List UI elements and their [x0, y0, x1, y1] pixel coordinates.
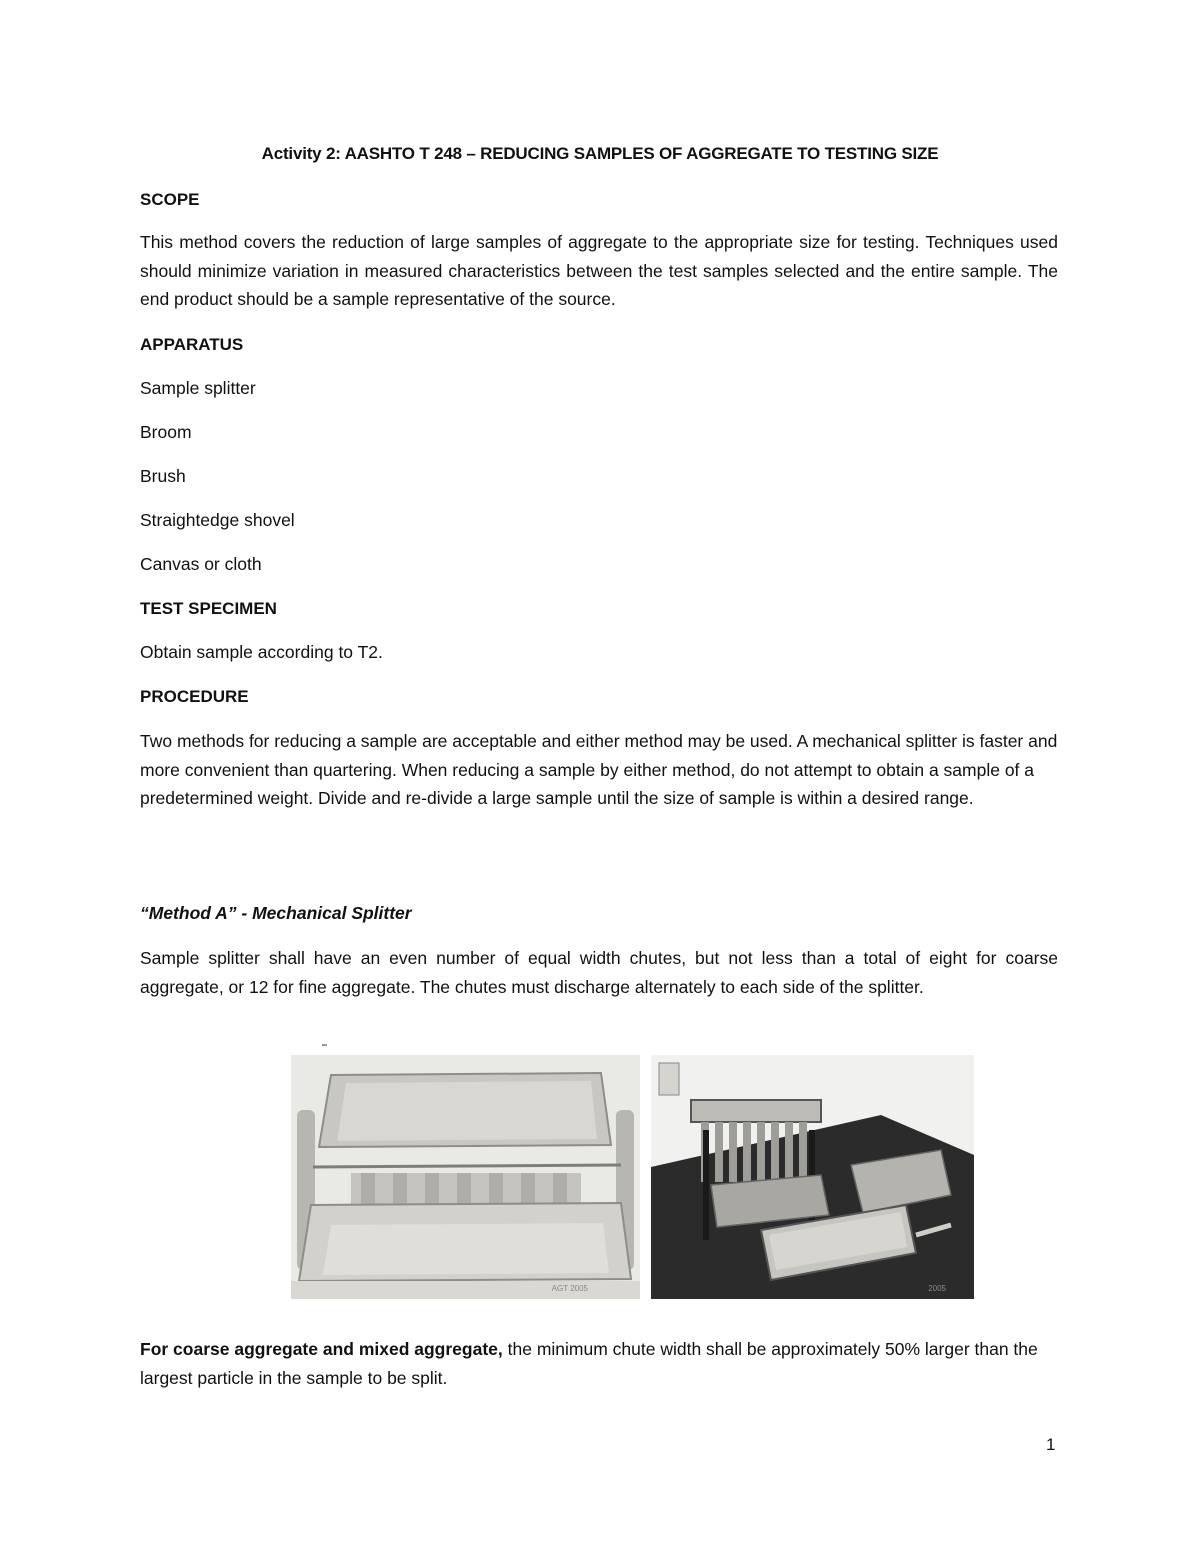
test-specimen-text: Obtain sample according to T2. [140, 642, 383, 662]
splitter-photo-right-drawing [651, 1055, 974, 1299]
apparatus-item: Brush [140, 466, 186, 486]
coarse-aggregate-bold-lead: For coarse aggregate and mixed aggregate, [140, 1339, 503, 1359]
splitter-photo-left [291, 1055, 640, 1299]
splitter-photo-right [651, 1055, 974, 1299]
apparatus-item: Sample splitter [140, 378, 256, 398]
scan-speck [322, 1044, 327, 1046]
method-a-paragraph: Sample splitter shall have an even number of equal width chutes, but not less than a total of eight for coarse aggregate, or 12 for fine aggregate. The chutes must discharge alternately to each side of the splitter. [140, 948, 1058, 997]
test-specimen-heading: TEST SPECIMEN [140, 599, 277, 618]
procedure-heading: PROCEDURE [140, 687, 249, 706]
apparatus-item: Broom [140, 422, 192, 442]
splitter-photo-left-drawing [291, 1055, 640, 1299]
left-photo-mark: AGT 2005 [551, 1284, 588, 1293]
apparatus-heading: APPARATUS [140, 335, 244, 354]
page-number: 1 [1046, 1435, 1056, 1454]
coarse-aggregate-paragraph [140, 1335, 1058, 1392]
coarse-aggregate-rest: the minimum chute width shall be approximately 50% larger than the largest particle in the sample to be split. [140, 1339, 1038, 1388]
scope-paragraph: This method covers the reduction of large samples of aggregate to the appropriate size for testing. Techniques used should minimize variation in measured characteristics between the test samples selected and the entire sample. The end product should be a sample representative of the source. [140, 232, 1058, 309]
right-photo-mark: 2005 [928, 1284, 946, 1293]
procedure-paragraph: Two methods for reducing a sample are acceptable and either method may be used. A mechanical splitter is faster and more convenient than quartering. When reducing a sample by either method, do not attempt to obtain a sample of a predetermined weight. Divide and re-divide a large sample until the size of sample is within a desired range. [140, 731, 1058, 808]
method-a-heading: “Method A” - Mechanical Splitter [140, 903, 412, 923]
apparatus-item: Canvas or cloth [140, 554, 262, 574]
scope-heading: SCOPE [140, 190, 200, 209]
document-title: Activity 2: AASHTO T 248 – REDUCING SAMPLES OF AGGREGATE TO TESTING SIZE [261, 144, 939, 163]
apparatus-item: Straightedge shovel [140, 510, 295, 530]
